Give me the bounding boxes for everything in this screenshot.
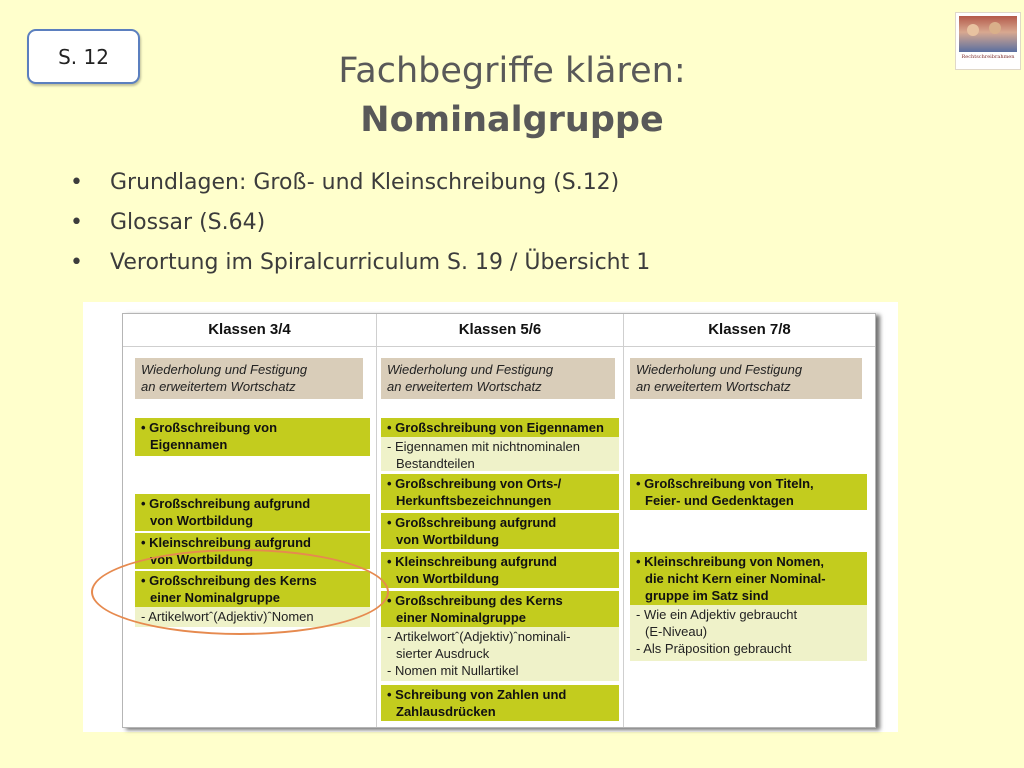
topic-box: • Großschreibung von Orts-/ Herkunftsbezeichnungen: [381, 474, 619, 510]
sub-topic-box: - Artikelwortˆ(Adjektiv)ˆnominali- sierter Ausdruck - Nomen mit Nullartikel: [381, 627, 619, 681]
highlight-ellipse: [91, 549, 389, 635]
title-line-2: Nominalgruppe: [360, 100, 664, 140]
topic-box: • Kleinschreibung aufgrund von Wortbildung: [135, 533, 370, 569]
page-reference-badge: S. 12: [27, 29, 140, 84]
topic-box: • Großschreibung aufgrund von Wortbildung: [135, 494, 370, 531]
logo-photo: [959, 16, 1017, 52]
topic-box-nominal-group: • Großschreibung des Kerns einer Nominalgruppe: [135, 571, 370, 607]
topic-box: • Großschreibung von Titeln, Feier- und Gedenktagen: [630, 474, 867, 510]
topic-box: • Großschreibung von Eigennamen: [381, 418, 619, 437]
topic-box: • Großschreibung aufgrund von Wortbildung: [381, 513, 619, 549]
topic-box-nominal-group: • Großschreibung des Kerns einer Nominalgruppe: [381, 591, 619, 627]
sub-topic-box: - Artikelwortˆ(Adjektiv)ˆNomen: [135, 607, 370, 627]
bullet-item: • Glossar (S.64): [70, 205, 650, 245]
bullet-dot-icon: •: [70, 210, 83, 235]
topic-box: • Schreibung von Zahlen und Zahlausdrücken: [381, 685, 619, 721]
column-header-7-8: Klassen 7/8: [624, 314, 875, 347]
bullet-item: • Verortung im Spiralcurriculum S. 19 / Übersicht 1: [70, 245, 650, 285]
sub-topic-box: - Eigennamen mit nichtnominalen Bestandteilen: [381, 437, 619, 471]
column-header-3-4: Klassen 3/4: [123, 314, 376, 347]
topic-box: • Kleinschreibung von Nomen, die nicht Kern einer Nominal- gruppe im Satz sind: [630, 552, 867, 605]
curriculum-table: [122, 313, 876, 728]
revision-box: Wiederholung und Festigung an erweitertem Wortschatz: [630, 358, 862, 399]
column-header-5-6: Klassen 5/6: [377, 314, 623, 347]
curriculum-figure: [83, 302, 898, 732]
sub-topic-box: - Wie ein Adjektiv gebraucht (E-Niveau) - Als Präposition gebraucht: [630, 605, 867, 661]
title-line-1: Fachbegriffe klären:: [338, 51, 686, 91]
bullet-list: [70, 165, 650, 285]
revision-box: Wiederholung und Festigung an erweitertem Wortschatz: [381, 358, 615, 399]
bullet-dot-icon: •: [70, 170, 83, 195]
topic-box: • Großschreibung von Eigennamen: [135, 418, 370, 456]
bullet-item: • Grundlagen: Groß- und Kleinschreibung (S.12): [70, 165, 650, 205]
bullet-dot-icon: •: [70, 250, 83, 275]
revision-box: Wiederholung und Festigung an erweitertem Wortschatz: [135, 358, 363, 399]
slide-title: [0, 48, 1024, 146]
logo-caption: Rechtschreibrahmen: [961, 54, 1015, 60]
topic-box: • Kleinschreibung aufgrund von Wortbildung: [381, 552, 619, 588]
